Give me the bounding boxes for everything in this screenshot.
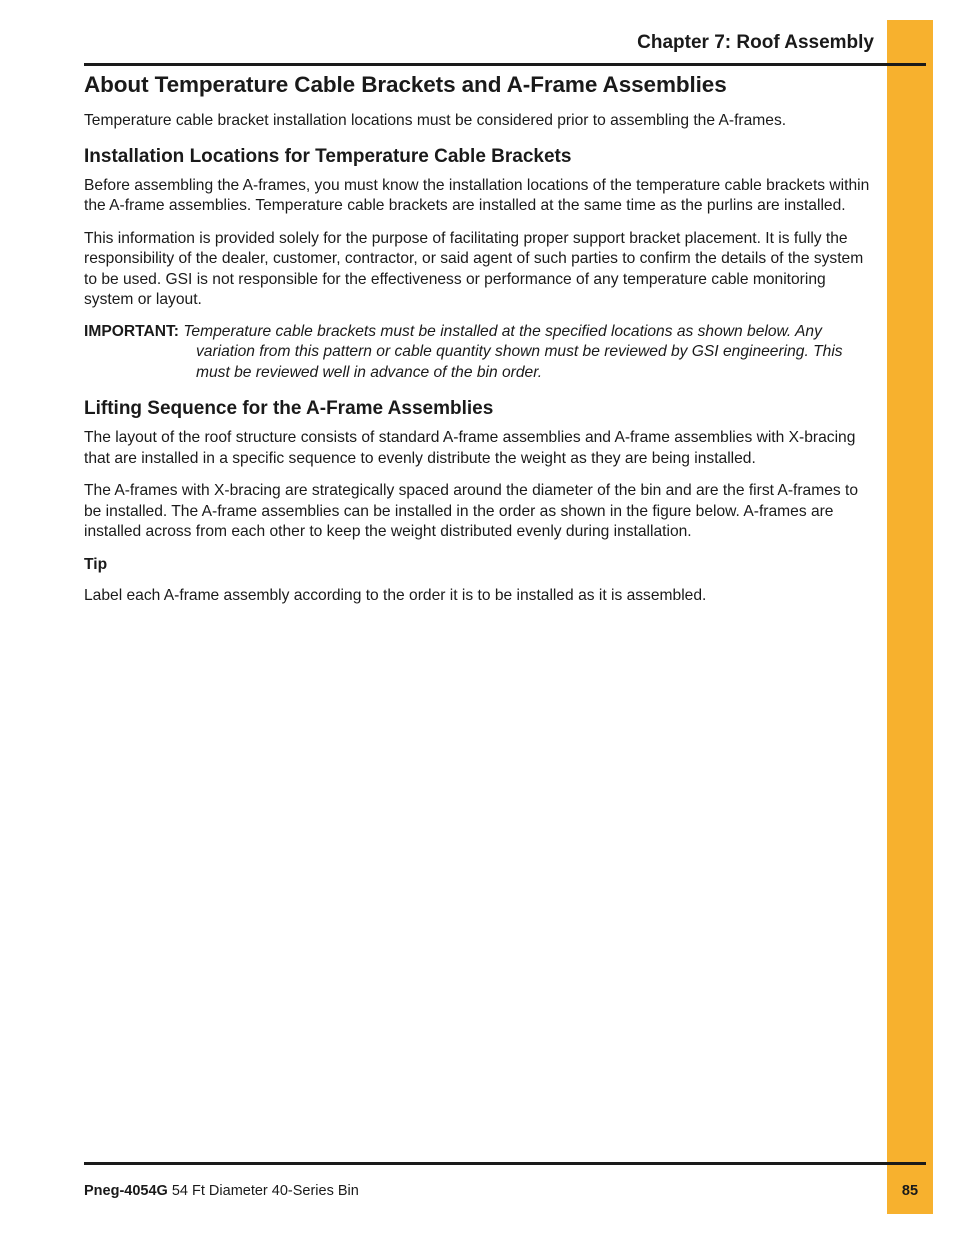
header-divider xyxy=(84,63,926,66)
installation-paragraph-1: Before assembling the A-frames, you must know the installation locations of the temperature cable brackets within the A-frame assemblies. Temperature cable brackets are installed at the same time as the purlins are installed. xyxy=(84,176,870,214)
intro-paragraph: Temperature cable bracket installation locations must be considered prior to assembling the A-frames. xyxy=(84,112,787,129)
footer-divider xyxy=(84,1162,926,1165)
tip-text: Label each A-frame assembly according to the order it is to be installed as it is assembled. xyxy=(84,587,707,604)
installation-paragraph-2: This information is provided solely for the purpose of facilitating proper support bracket placement. It is fully the responsibility of the dealer, customer, contractor, or said agent of such parties to confirm the details of the system to be used. GSI is not responsible for the effectiveness or performance of any temperature cable monitoring system or layout. xyxy=(84,229,864,308)
important-text: Temperature cable brackets must be installed at the specified locations as shown below. Any variation from this pattern or cable quantity shown must be reviewed by GSI engineering. This must be reviewed well in advance of the bin order. xyxy=(183,322,843,381)
lifting-paragraph-1: The layout of the roof structure consists of standard A-frame assemblies and A-frame assemblies with X-bracing that are installed in a specific sequence to evenly distribute the weight as they are being installed. xyxy=(84,429,856,467)
important-label: IMPORTANT: xyxy=(84,322,179,340)
important-notice xyxy=(84,322,874,384)
chapter-side-tab xyxy=(887,20,933,1214)
chapter-title: Chapter 7: Roof Assembly xyxy=(637,32,874,53)
section-heading-installation-locations: Installation Locations for Temperature Cable Brackets xyxy=(84,145,572,167)
page-number: 85 xyxy=(901,1183,919,1199)
tip-label: Tip xyxy=(84,555,108,573)
lifting-paragraph-2: The A-frames with X-bracing are strategically spaced around the diameter of the bin and are the first A-frames to be installed. The A-frame assemblies can be installed in the order as shown in the figure below. A-frames are installed across from each other to keep the weight distributed evenly during installation. xyxy=(84,482,859,540)
document-title: 54 Ft Diameter 40-Series Bin xyxy=(171,1183,359,1199)
section-heading-lifting-sequence: Lifting Sequence for the A-Frame Assemblies xyxy=(84,398,494,419)
page-title: About Temperature Cable Brackets and A-Frame Assemblies xyxy=(84,72,727,97)
footer-document-info xyxy=(84,1183,359,1199)
document-code: Pneg-4054G xyxy=(84,1183,168,1199)
page-content xyxy=(84,70,874,607)
